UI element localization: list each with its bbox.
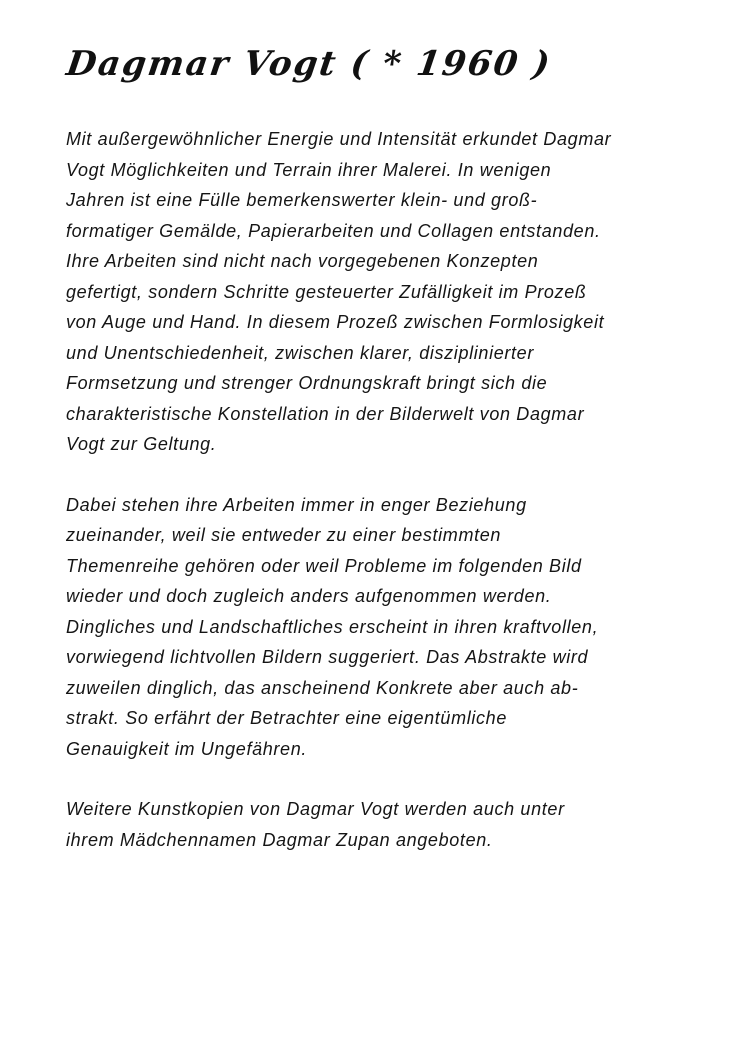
text-line: Mit außergewöhnlicher Energie und Intensität erkundet Dagmar	[66, 129, 612, 149]
text-line: Weitere Kunstkopien von Dagmar Vogt werden auch unter	[66, 799, 565, 819]
text-line: gefertigt, sondern Schritte gesteuerter Zufälligkeit im Prozeß	[66, 281, 587, 302]
text-line: Formsetzung und strenger Ordnungskraft bringt sich die	[66, 373, 548, 393]
text-line: Genauigkeit im Ungefähren.	[66, 738, 308, 759]
text-line: und Unentschiedenheit, zwischen klarer, disziplinierter	[66, 342, 534, 363]
text-line: Vogt zur Geltung.	[66, 434, 217, 454]
text-line: zuweilen dinglich, das anscheinend Konkrete aber auch ab-	[66, 677, 579, 698]
biography-text	[66, 124, 706, 885]
text-line: von Auge und Hand. In diesem Prozeß zwischen Formlosigkeit	[66, 312, 605, 332]
text-line: charakteristische Konstellation in der Bilderwelt von Dagmar	[66, 403, 585, 424]
paragraph-3	[66, 794, 706, 855]
text-line: Vogt Möglichkeiten und Terrain ihrer Malerei. In wenigen	[66, 159, 552, 180]
text-line: formatiger Gemälde, Papierarbeiten und Collagen entstanden.	[66, 220, 601, 241]
text-line: Jahren ist eine Fülle bemerkenswerter klein- und groß-	[66, 190, 538, 210]
text-line: strakt. So erfährt der Betrachter eine eigentümliche	[66, 708, 508, 728]
paragraph-2	[66, 490, 706, 765]
text-line: ihrem Mädchennamen Dagmar Zupan angeboten.	[66, 829, 493, 850]
text-line: Dingliches und Landschaftliches erscheint in ihren kraftvollen,	[66, 616, 599, 637]
text-line: zueinander, weil sie entweder zu einer bestimmten	[66, 525, 502, 545]
text-line: vorwiegend lichtvollen Bildern suggeriert. Das Abstrakte wird	[66, 647, 589, 667]
paragraph-1	[66, 124, 706, 460]
text-line: Dabei stehen ihre Arbeiten immer in enger Beziehung	[66, 494, 527, 515]
page-title: Dagmar Vogt ( * 1960 )	[64, 44, 555, 84]
text-line: Ihre Arbeiten sind nicht nach vorgegebenen Konzepten	[66, 251, 539, 271]
text-line: Themenreihe gehören oder weil Probleme im folgenden Bild	[66, 555, 582, 576]
text-line: wieder und doch zugleich anders aufgenommen werden.	[66, 586, 552, 606]
